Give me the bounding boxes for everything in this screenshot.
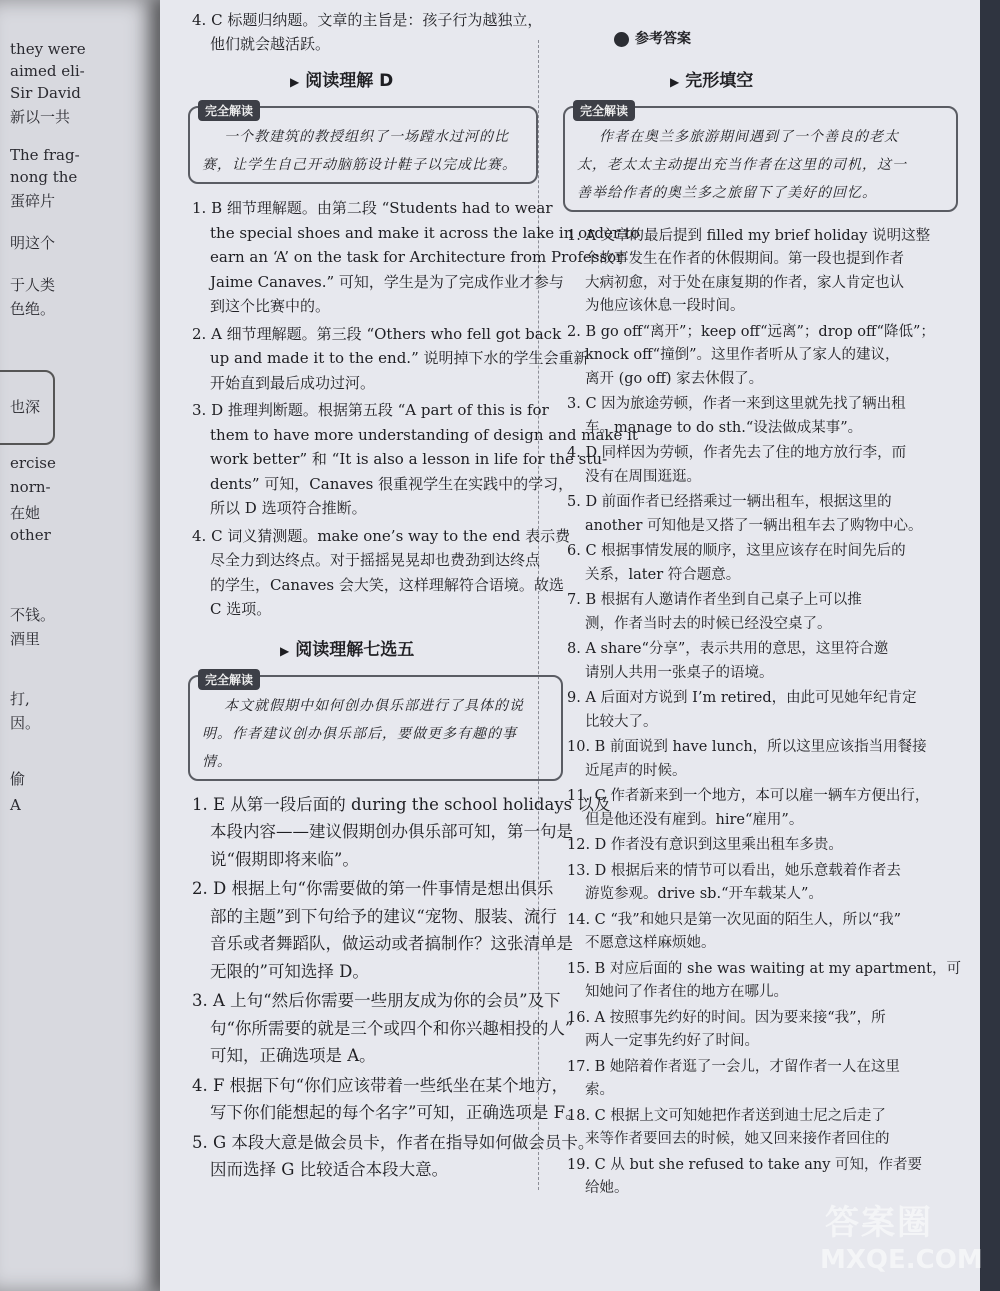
answer-line: 比较大了。	[585, 713, 658, 730]
answer-line: 他们就会越活跃。	[210, 35, 331, 53]
left-page-fragment: 于人类	[10, 276, 56, 294]
answer-line: 16. A 按照事先约好的时间。因为要来接“我”，所	[567, 1009, 886, 1026]
answer-line: 14. C “我”和她只是第一次见面的陌生人，所以“我”	[567, 911, 902, 928]
answer-line: 给她。	[585, 1180, 629, 1197]
summary-line: 太，老太太主动提出充当作者在这里的司机，这一	[577, 157, 907, 173]
answer-line: 可知，正确选项是 A。	[210, 1046, 376, 1065]
summary-line: 明。作者建议创办俱乐部后，要做更多有趣的事	[202, 725, 517, 742]
answer-line: earn an ‘A’ on the task for Architecture from Professor	[210, 248, 624, 266]
answer-line: 索。	[585, 1082, 614, 1099]
triangle-icon: ▶	[290, 75, 300, 89]
answer-line: 没有在周围逛逛。	[585, 468, 701, 485]
answer-line: 近尾声的时候。	[585, 762, 687, 779]
answer-line: 写下你们能想起的每个名字”可知，正确选项是 F。	[210, 1103, 582, 1122]
answer-line: 6. C 根据事情发展的顺序，这里应该存在时间先后的	[567, 543, 906, 560]
summary-line: 赛，让学生自己开动脑筋设计鞋子以完成比赛。	[202, 157, 517, 173]
answer-line: 大病初愈，对于处在康复期的作者，家人肯定也认	[585, 274, 904, 291]
answer-line: 9. A 后面对方说到 I’m retired，由此可见她年纪肯定	[567, 690, 917, 707]
answer-line: 但是他还没有雇到。hire“雇用”。	[585, 811, 804, 828]
answer-line: 关系，later 符合题意。	[585, 566, 741, 583]
left-page-box	[0, 370, 55, 445]
answer-line: 4. C 词义猜测题。make one’s way to the end 表示费	[192, 526, 571, 545]
left-page-fragment: 不钱。	[10, 606, 56, 624]
answer-line: 请别人共用一张桌子的语境。	[585, 664, 774, 681]
answer-header-tag	[614, 28, 691, 48]
answer-line: 18. C 根据上文可知她把作者送到迪士尼之后走了	[567, 1107, 886, 1124]
answer-line: dents” 可知，Canaves 很重视学生在实践中的学习，	[210, 474, 574, 493]
answer-line: 3. A 上句“然后你需要一些朋友成为你的会员”及下	[192, 991, 561, 1010]
section-badge: 完全解读	[198, 669, 260, 690]
section-title	[290, 66, 393, 91]
header-label: 参考答案	[635, 31, 691, 47]
answer-line: 部的主题”到下句给予的建议“宠物、服装、流行	[210, 906, 557, 926]
background-strip	[980, 0, 1000, 1291]
answer-line: 2. A 细节理解题。第三段 “Others who fell got back	[192, 324, 562, 343]
triangle-icon: ▶	[670, 75, 680, 89]
answer-line: 因而选择 G 比较适合本段大意。	[210, 1160, 449, 1179]
answer-line: 1. E 从第一段后面的 during the school holidays 以及	[192, 794, 611, 814]
answer-line: work better” 和 “It is also a lesson in life for the stu-	[210, 450, 608, 468]
answer-line: 车。manage to do sth.“设法做成某事”。	[585, 419, 863, 436]
answer-line: 7. B 根据有人邀请作者坐到自己桌子上可以推	[567, 592, 862, 609]
left-page-fragment: The frag-	[10, 146, 80, 164]
left-page-fragment: they were	[10, 40, 86, 58]
answer-line: 的学生，Canaves 会大笑，这样理解符合语境。故选	[210, 575, 564, 594]
left-page-fragment: aimed eli-	[10, 62, 85, 80]
answer-line: 3. C 因为旅途劳顿，作者一来到这里就先找了辆出租	[567, 396, 906, 413]
left-page-fragment: other	[10, 526, 51, 544]
answer-line: up and made it to the end.” 说明掉下水的学生会重新	[210, 349, 589, 367]
left-page-fragment: ercise	[10, 454, 56, 472]
answer-line: 为他应该休息一段时间。	[585, 298, 745, 315]
answer-line: 来等作者要回去的时候，她又回来接作者回住的	[585, 1131, 890, 1148]
left-page-fragment: 酒里	[10, 630, 41, 648]
section-title	[280, 635, 414, 660]
triangle-icon: ▶	[280, 643, 290, 658]
left-page-fragment: 在她	[10, 504, 41, 522]
bullet-icon	[614, 32, 629, 47]
left-page-fragment: 色绝。	[10, 300, 56, 318]
answer-line: the special shoes and make it across the lake in order to	[210, 223, 640, 242]
answer-line: 8. A share“分享”，表示共用的意思，这里符合邀	[567, 641, 889, 658]
answer-line: 句“你所需要的就是三个或四个和你兴趣相投的人”	[210, 1018, 574, 1038]
answer-line: 4. D 同样因为劳顿，作者先去了住的地方放行李，而	[567, 445, 907, 462]
section-title-text: 完形填空	[685, 71, 754, 91]
answer-line: 离开 (go off) 家去休假了。	[585, 370, 764, 387]
answer-line: 12. D 作者没有意识到这里乘出租车多贵。	[567, 837, 843, 854]
answer-line: 11. C 作者新来到一个地方，本可以雇一辆车方便出行，	[567, 788, 930, 805]
answer-line: 无限的”可知选择 D。	[210, 961, 369, 981]
answer-line: Jaime Canaves.” 可知，学生是为了完成作业才参与	[210, 272, 564, 291]
answer-line: 4. F 根据下句“你们应该带着一些纸坐在某个地方，	[192, 1075, 569, 1095]
summary-line: 一个教建筑的教授组织了一场蹚水过河的比	[224, 129, 509, 145]
answer-line: 3. D 推理判断题。根据第五段 “A part of this is for	[192, 401, 549, 419]
left-page-fragment: 打,	[10, 690, 30, 708]
left-page-fragment: 偷	[10, 770, 26, 788]
left-page-fragment: 也深	[10, 398, 41, 416]
answer-line: 尽全力到达终点。对于摇摇晃晃却也费劲到达终点	[210, 551, 541, 569]
answer-line: 10. B 前面说到 have lunch，所以这里应该指当用餐接	[567, 739, 927, 756]
answer-line: 1. A 文章的最后提到 filled my brief holiday 说明这整	[567, 228, 931, 244]
answer-line: 说“假期即将来临”。	[210, 849, 359, 869]
section-badge: 完全解读	[573, 100, 635, 121]
left-page-fragment: 新以一共	[10, 108, 71, 126]
answer-line: 测，作者当时去的时候已经没空桌了。	[585, 615, 832, 632]
answer-line: 2. D 根据上句“你需要做的第一件事情是想出俱乐	[192, 879, 554, 898]
left-page-fragment: nong the	[10, 168, 78, 186]
left-page-fragment: 明这个	[10, 234, 56, 252]
answer-line: 不愿意这样麻烦她。	[585, 935, 716, 952]
summary-line: 作者在奥兰多旅游期间遇到了一个善良的老太	[599, 129, 899, 145]
left-page-fragment: A	[10, 796, 21, 814]
answer-line: them to have more understanding of design and make it	[210, 425, 638, 444]
watermark	[815, 1195, 985, 1285]
left-page-edge	[0, 0, 160, 1291]
answer-line: 19. C 从 but she refused to take any 可知，作者要	[567, 1156, 923, 1173]
summary-line: 善举给作者的奥兰多之旅留下了美好的回忆。	[577, 185, 877, 201]
answer-line: 13. D 根据后来的情节可以看出，她乐意载着作者去	[567, 862, 901, 879]
answer-page	[160, 0, 980, 1291]
section-title-text: 阅读理解七选五	[295, 639, 415, 660]
answer-line: 17. B 她陪着作者逛了一会儿，才留作者一人在这里	[567, 1058, 900, 1075]
left-page-fragment: norn-	[10, 478, 51, 496]
summary-line: 情。	[202, 753, 232, 770]
section-badge: 完全解读	[198, 100, 260, 121]
watermark-cn: 答案圈	[825, 1203, 933, 1243]
watermark-en: MXQE.COM	[820, 1245, 983, 1275]
answer-line: knock off“撞倒”。这里作者听从了家人的建议，	[585, 347, 900, 364]
answer-line: 游览参观。drive sb.“开车载某人”。	[585, 886, 823, 903]
answer-line: 音乐或者舞蹈队，做运动或者搞制作？这张清单是	[210, 934, 573, 953]
answer-line: 到这个比赛中的。	[210, 297, 331, 315]
answer-line: 所以 D 选项符合推断。	[210, 499, 367, 517]
answer-line: 4. C 标题归纳题。文章的主旨是：孩子行为越独立，	[192, 11, 543, 29]
answer-line: 知她问了作者住的地方在哪儿。	[585, 984, 788, 1001]
section-title-text: 阅读理解 D	[305, 71, 394, 91]
answer-line: C 选项。	[210, 600, 272, 618]
answer-line: 个故事发生在作者的休假期间。第一段也提到作者	[585, 251, 904, 268]
summary-line: 本文就假期中如何创办俱乐部进行了具体的说	[224, 697, 524, 714]
answer-line: 15. B 对应后面的 she was waiting at my apartment，可	[567, 960, 961, 977]
answer-line: 本段内容——建议假期创办俱乐部可知，第一句是	[210, 822, 573, 841]
answer-line: 5. G 本段大意是做会员卡，作者在指导如何做会员卡。	[192, 1132, 595, 1152]
left-page-fragment: 因。	[10, 714, 41, 732]
answer-line: 5. D 前面作者已经搭乘过一辆出租车，根据这里的	[567, 494, 892, 511]
answer-line: another 可知他是又搭了一辆出租车去了购物中心。	[585, 517, 923, 534]
answer-line: 2. B go off“离开”；keep off“远离”；drop off“降低”；	[567, 323, 935, 340]
answer-line: 两人一定事先约好了时间。	[585, 1033, 759, 1050]
answer-line: 开始直到最后成功过河。	[210, 373, 376, 392]
left-page-fragment: 蛋碎片	[10, 192, 56, 210]
answer-line: 1. B 细节理解题。由第二段 “Students had to wear	[192, 199, 553, 217]
left-page-fragment: Sir David	[10, 84, 81, 102]
section-title	[670, 66, 753, 91]
